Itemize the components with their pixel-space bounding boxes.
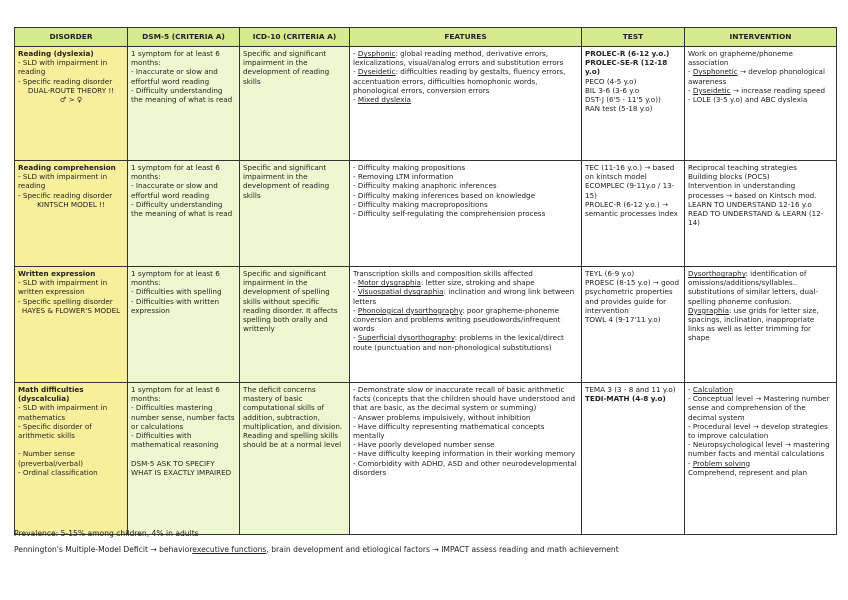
- dsm5-cell: [128, 47, 240, 161]
- feature-item: - Motor dysgraphia: letter size, stroking and shape: [353, 278, 535, 288]
- feature-item: - Have difficulty representing mathematical concepts mentally: [353, 421, 545, 441]
- dsm5-line: - Difficulties with spelling: [131, 287, 222, 297]
- disorder-title: Written expression: [18, 269, 96, 278]
- pennington-note: [14, 545, 619, 554]
- icd10-cell: [240, 267, 350, 383]
- disorder-line: - Number sense (preverbal/verbal): [18, 449, 83, 468]
- disorder-title: Reading (dyslexia): [18, 49, 94, 58]
- dsm5-line: [131, 449, 236, 458]
- test-item: TEMA 3 (3 - 8 and 11 y.o): [585, 385, 676, 394]
- disorder-line: - Ordinal classification: [18, 467, 98, 477]
- feature-item: Transcription skills and composition skills affected: [353, 269, 533, 278]
- dsm5-cell: [128, 267, 240, 383]
- dsm5-cell: [128, 383, 240, 535]
- intervention-item: LEARN TO UNDERSTAND 12-16 y.o: [688, 199, 812, 209]
- dsm5-line: - Difficulties with mathematical reasoning: [131, 431, 219, 450]
- features-cell: [350, 47, 582, 161]
- test-cell: [582, 267, 685, 383]
- feature-item: - Superficial dysorthography: problems in the lexical/direct route (punctuation and non-phonological substitutions): [353, 333, 564, 352]
- test-item: PROLEC-R (6-12 y.o.) → semantic processes index: [585, 199, 678, 219]
- disorder-cell: [15, 383, 128, 535]
- table-row-reading-comprehension: [15, 161, 837, 267]
- intervention-item: Dysgraphia: use grids for letter size, spacings, inclination, inappropriate links as well as letter trimming for shape: [688, 305, 819, 343]
- header-features: FEATURES: [350, 28, 582, 47]
- header-dsm5: DSM-5 (CRITERIA A): [128, 28, 240, 47]
- intervention-item: - Problem solving: [688, 458, 751, 468]
- disorder-line: - SLD with impairment in reading: [18, 58, 108, 77]
- disorder-cell: [15, 161, 128, 267]
- test-item: PROLEC-R (6-12 y.o.): [585, 49, 670, 58]
- intervention-cell: [685, 161, 837, 267]
- disorder-line: - SLD with impairment in mathematics: [18, 403, 108, 422]
- disorder-line: - SLD with impairment in written expression: [18, 278, 108, 297]
- dsm5-line: - Inaccurate or slow and effortful word reading: [131, 67, 218, 86]
- intervention-item: - Calculation: [688, 385, 733, 394]
- test-item: ECOMPLEC (9-11y.o / 13-15): [585, 181, 675, 200]
- disorder-line: - Specific disorder of arithmetic skills: [18, 421, 92, 441]
- intervention-item: Work on grapheme/phoneme association: [688, 49, 793, 68]
- disorder-title: Math difficulties (dyscalculia): [18, 385, 84, 404]
- disorder-line: - Specific reading disorder: [18, 76, 113, 86]
- disorder-line: - Specific reading disorder: [18, 190, 113, 200]
- test-item: RAN test (5-18 y.o): [585, 104, 653, 114]
- test-item: PECO (4-5 y.o): [585, 76, 637, 86]
- dsm5-line: - Difficulty understanding the meaning of what is read: [131, 199, 233, 219]
- test-cell: [582, 47, 685, 161]
- disorder-cell: [15, 267, 128, 383]
- test-item: TEDI-MATH (4-8 y.o): [585, 394, 666, 404]
- table-row-dyslexia: [15, 47, 837, 161]
- icd10-cell: [240, 161, 350, 267]
- intervention-cell: [685, 383, 837, 535]
- dsm5-line: - Difficulty understanding the meaning of what is read: [131, 85, 233, 105]
- test-item: TEC (11-16 y.o.) → based on kintsch model: [585, 163, 675, 182]
- test-cell: [582, 161, 685, 267]
- intervention-item: Dysorthography: identification of omissions/additions/syllables.. substitutions of similar letters, dual-spelling phoneme confusion.: [688, 269, 819, 306]
- pennington-text: Pennington's Multiple-Model Deficit → behavior: [14, 545, 193, 554]
- feature-item: - Mixed dyslexia: [353, 95, 411, 105]
- header-test: TEST: [582, 28, 685, 47]
- header-disorder: DISORDER: [15, 28, 128, 47]
- dsm5-line: - Difficulties mastering number sense, number facts or calculations: [131, 403, 235, 431]
- intervention-item: - Dysphonetic → develop phonological awareness: [688, 67, 825, 86]
- disorder-title: Reading comprehension: [18, 163, 116, 172]
- dsm5-line: 1 symptom for at least 6 months:: [131, 269, 220, 288]
- feature-item: - Phonological dysorthography: poor grapheme-phoneme conversion and problems writing pseudowords/infrequent words: [353, 305, 561, 334]
- intervention-item: Comprehend, represent and plan: [688, 467, 808, 477]
- test-item: BIL 3-6 (3-6 y.o: [585, 85, 640, 95]
- feature-item: - Comorbidity with ADHD, ASD and other neurodevelopmental disorders: [353, 458, 577, 477]
- feature-item: - Demonstrate slow or inaccurate recall of basic arithmetic facts (concepts that the children should have understood and that are basic, as the decimal system or summing): [353, 385, 576, 413]
- test-item: PROLEC-SE-R (12-18 y.o): [585, 58, 668, 77]
- disorder-line: - Specific spelling disorder: [18, 296, 113, 306]
- header-row: [15, 28, 837, 47]
- disorder-cell: [15, 47, 128, 161]
- pennington-text: , brain development and etiological factors → IMPACT assess reading and math achievement: [266, 545, 619, 554]
- intervention-item: - Procedural level → develop strategies to improve calculation: [688, 421, 828, 441]
- intervention-item: Building blocks (POCS): [688, 172, 770, 182]
- icd10-text: Specific and significant impairment in the development of reading skills: [243, 49, 330, 86]
- feature-item: - Difficulty making propositions: [353, 163, 466, 172]
- dsm5-line: 1 symptom for at least 6 months:: [131, 385, 220, 404]
- table-row-written-expression: [15, 267, 837, 383]
- gender-ratio: ♂ > ♀: [59, 95, 83, 105]
- intervention-item: Reciprocal teaching strategies: [688, 163, 797, 172]
- disorders-table: [14, 27, 837, 535]
- header-intervention: INTERVENTION: [685, 28, 837, 47]
- test-item: TEYL (6-9 y.o): [585, 269, 635, 278]
- icd10-text: The deficit concerns mastery of basic computational skills of addition, subtraction, multiplication, and division. Reading and spelling skills should be at a normal level: [243, 385, 343, 450]
- intervention-item: - Neuropsychological level → mastering number facts and mental calculations: [688, 440, 830, 459]
- icd10-text: Specific and significant impairment in the development of spelling skills without specific reading disorder. It affects spelling both orally and writtenly: [243, 269, 338, 334]
- icd10-cell: [240, 47, 350, 161]
- feature-item: - Dysphonic: global reading method, derivative errors, lexicalizations, visual/analog errors and substitution errors: [353, 49, 564, 68]
- features-cell: [350, 267, 582, 383]
- feature-item: - Difficulty self-regulating the comprehension process: [353, 209, 546, 219]
- dsm5-line: 1 symptom for at least 6 months:: [131, 163, 220, 182]
- features-cell: [350, 161, 582, 267]
- icd10-cell: [240, 383, 350, 535]
- intervention-item: - LOLE (3-5 y.o) and ABC dyslexia: [688, 95, 808, 105]
- test-item: PROESC (8-15 y.o) → good psychometric properties and provides guide for intervention: [585, 278, 680, 315]
- dsm5-line: DSM-5 ASK TO SPECIFY WHAT IS EXACTLY IMPAIRED: [131, 458, 232, 477]
- disorder-model: HAYES & FLOWER'S MODEL: [21, 305, 121, 315]
- intervention-item: READ TO UNDERSTAND & LEARN (12-14): [688, 209, 824, 228]
- header-icd10: ICD-10 (CRITERIA A): [240, 28, 350, 47]
- disorder-line: - SLD with impairment in reading: [18, 172, 108, 191]
- intervention-item: Intervention in understanding processes → based on Kintsch mod.: [688, 181, 817, 200]
- feature-item: - Have difficulty keeping information in their working memory: [353, 449, 576, 459]
- feature-item: - Difficulty making anaphoric inferences: [353, 181, 497, 191]
- prevalence-note: Prevalence: 5-15% among children, 4% in adults: [14, 529, 199, 538]
- intervention-cell: [685, 47, 837, 161]
- icd10-text: Specific and significant impairment in the development of reading skills: [243, 163, 330, 200]
- feature-item: - Difficulty making inferences based on knowledge: [353, 190, 536, 200]
- intervention-item: - Conceptual level → Mastering number sense and comprehension of the decimal system: [688, 394, 830, 422]
- test-item: DST-J (6'5 - 11'5 y.o)): [585, 95, 661, 105]
- dsm5-line: - Difficulties with written expression: [131, 296, 220, 315]
- test-cell: [582, 383, 685, 535]
- feature-item: - Answer problems impulsively, without inhibition: [353, 412, 531, 422]
- intervention-cell: [685, 267, 837, 383]
- dsm5-cell: [128, 161, 240, 267]
- table-row-dyscalculia: [15, 383, 837, 535]
- dsm5-line: 1 symptom for at least 6 months:: [131, 49, 220, 68]
- intervention-item: - Dyseidetic → increase reading speed: [688, 85, 826, 95]
- feature-item: - Difficulty making macropropositions: [353, 199, 488, 209]
- dsm5-line: - Inaccurate or slow and effortful word reading: [131, 181, 218, 200]
- test-item: TOWL 4 (9-17'11 y.o): [585, 315, 661, 325]
- feature-item: - Dyseidetic: difficulties reading by gestalts, fluency errors, accentuation errors, difficulties homophonic words, phonological errors, conversion errors: [353, 67, 566, 95]
- feature-item: - Have poorly developed number sense: [353, 440, 495, 450]
- disorder-model: KINTSCH MODEL !!: [37, 199, 105, 209]
- feature-item: - Visuospatial dysgraphia: inclination and wrong link between letters: [353, 287, 575, 306]
- disorder-line: [18, 440, 124, 449]
- features-cell: [350, 383, 582, 535]
- feature-item: - Removing LTM information: [353, 172, 454, 182]
- executive-functions-link: executive functions: [192, 545, 267, 554]
- disorder-model: DUAL-ROUTE THEORY !!: [27, 85, 115, 95]
